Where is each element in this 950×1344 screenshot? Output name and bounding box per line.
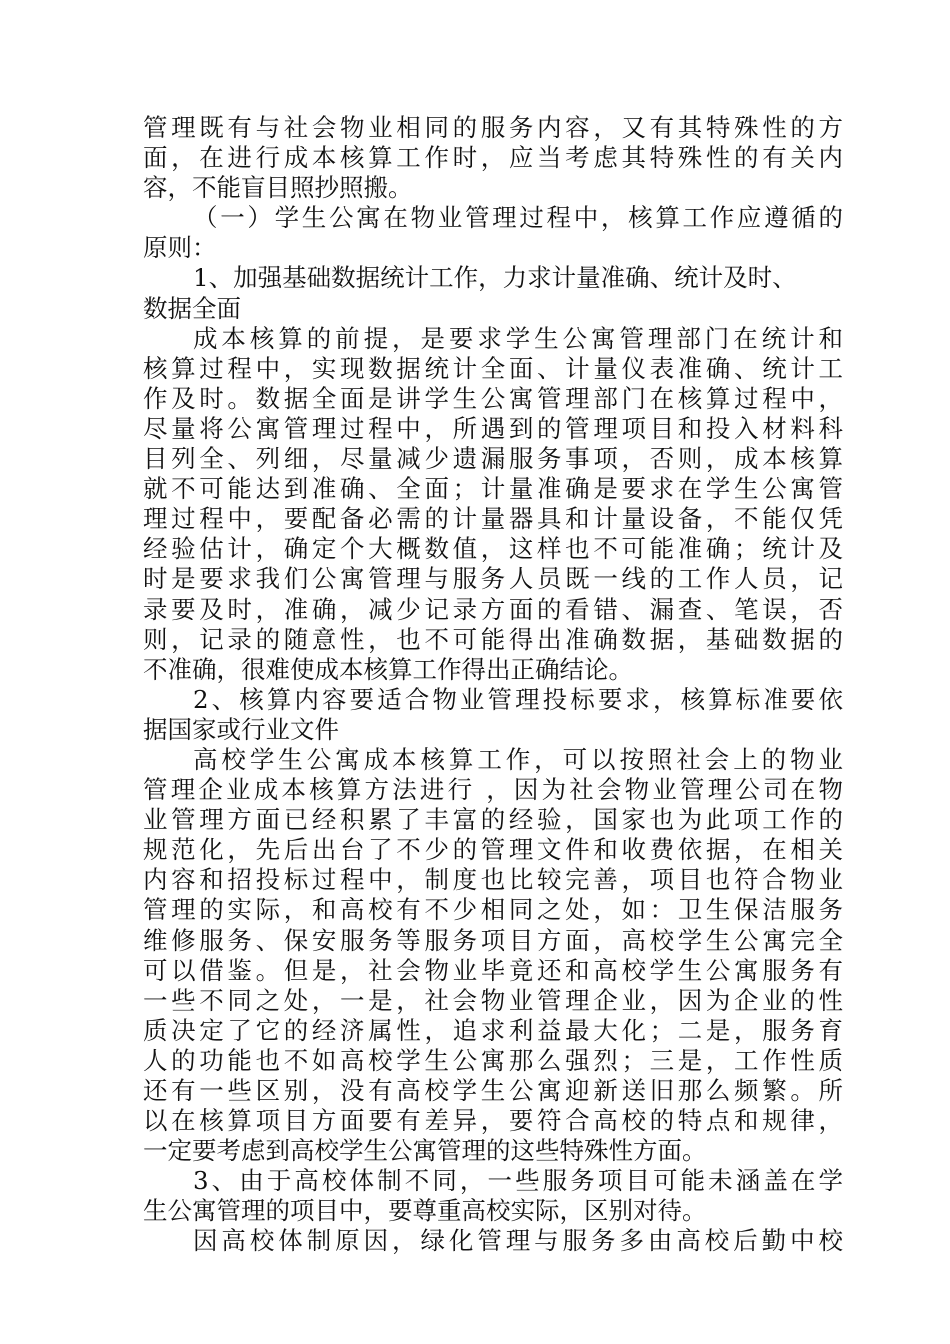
text-line: 业管理方面已经积累了丰富的经验，国家也为此项工作的	[143, 805, 843, 835]
text-line: 维修服务、保安服务等服务项目方面，高校学生公寓完全	[143, 925, 843, 955]
text-line: 时是要求我们公寓管理与服务人员既一线的工作人员，记	[143, 564, 843, 594]
text-line: 生公寓管理的项目中，要尊重高校实际，区别对待。	[143, 1196, 707, 1226]
text-line: 据国家或行业文件	[143, 714, 339, 744]
text-line: 就不可能达到准确、全面；计量准确是要求在学生公寓管	[143, 474, 843, 504]
text-line: 原则：	[143, 233, 217, 263]
text-line: 人的功能也不如高校学生公寓那么强烈；三是，工作性质	[143, 1045, 843, 1075]
text-line: 则，记录的随意性，也不可能得出准确数据，基础数据的	[143, 624, 843, 654]
text-line: 面，在进行成本核算工作时，应当考虑其特殊性的有关内	[143, 143, 843, 173]
text-line: 作及时。数据全面是讲学生公寓管理部门在核算过程中，	[143, 383, 843, 413]
text-line: 尽量将公寓管理过程中，所遇到的管理项目和投入材料科	[143, 413, 843, 443]
text-line: 数据全面	[143, 293, 241, 323]
text-line: 因高校体制原因，绿化管理与服务多由高校后勤中校	[193, 1226, 843, 1256]
text-line: 1、加强基础数据统计工作，力求计量准确、统计及时、	[193, 263, 797, 293]
text-line: 核算过程中，实现数据统计全面、计量仪表准确、统计工	[143, 353, 843, 383]
text-line: 管理既有与社会物业相同的服务内容，又有其特殊性的方	[143, 113, 843, 142]
text-line: 一些不同之处，一是，社会物业管理企业，因为企业的性	[143, 985, 843, 1015]
text-line: 管理企业成本核算方法进行 ，因为社会物业管理公司在物	[143, 775, 843, 805]
text-line: 质决定了它的经济属性，追求利益最大化；二是，服务育	[143, 1015, 843, 1045]
text-line: 高校学生公寓成本核算工作，可以按照社会上的物业	[193, 744, 843, 774]
text-line: 2、核算内容要适合物业管理投标要求，核算标准要依	[193, 684, 843, 714]
text-line: 规范化，先后出台了不少的管理文件和收费依据，在相关	[143, 835, 843, 865]
text-line: 可以借鉴。但是，社会物业毕竟还和高校学生公寓服务有	[143, 955, 843, 985]
text-line: 还有一些区别，没有高校学生公寓迎新送旧那么频繁。所	[143, 1076, 843, 1105]
text-line: 一定要考虑到高校学生公寓管理的这些特殊性方面。	[143, 1136, 707, 1166]
body-text	[143, 113, 843, 1257]
text-line: 录要及时，准确，减少记录方面的看错、漏查、笔误，否	[143, 594, 843, 624]
text-line: 成本核算的前提，是要求学生公寓管理部门在统计和	[193, 323, 843, 353]
text-line: 内容和招投标过程中，制度也比较完善，项目也符合物业	[143, 865, 843, 895]
text-line: 不准确，很难使成本核算工作得出正确结论。	[143, 654, 633, 684]
text-line: 管理的实际，和高校有不少相同之处，如：卫生保洁服务	[143, 895, 843, 925]
text-line: 目列全、列细，尽量减少遗漏服务事项，否则，成本核算	[143, 444, 843, 474]
text-line: 3、由于高校体制不同，一些服务项目可能未涵盖在学	[193, 1166, 843, 1196]
text-line: 以在核算项目方面要有差异，要符合高校的特点和规律，	[143, 1106, 843, 1136]
text-line: 经验估计，确定个大概数值，这样也不可能准确；统计及	[143, 534, 843, 564]
text-line: （一）学生公寓在物业管理过程中，核算工作应遵循的	[193, 203, 843, 233]
text-line: 容，不能盲目照抄照搬。	[143, 173, 413, 203]
text-line: 理过程中，要配备必需的计量器具和计量设备，不能仅凭	[143, 504, 843, 534]
